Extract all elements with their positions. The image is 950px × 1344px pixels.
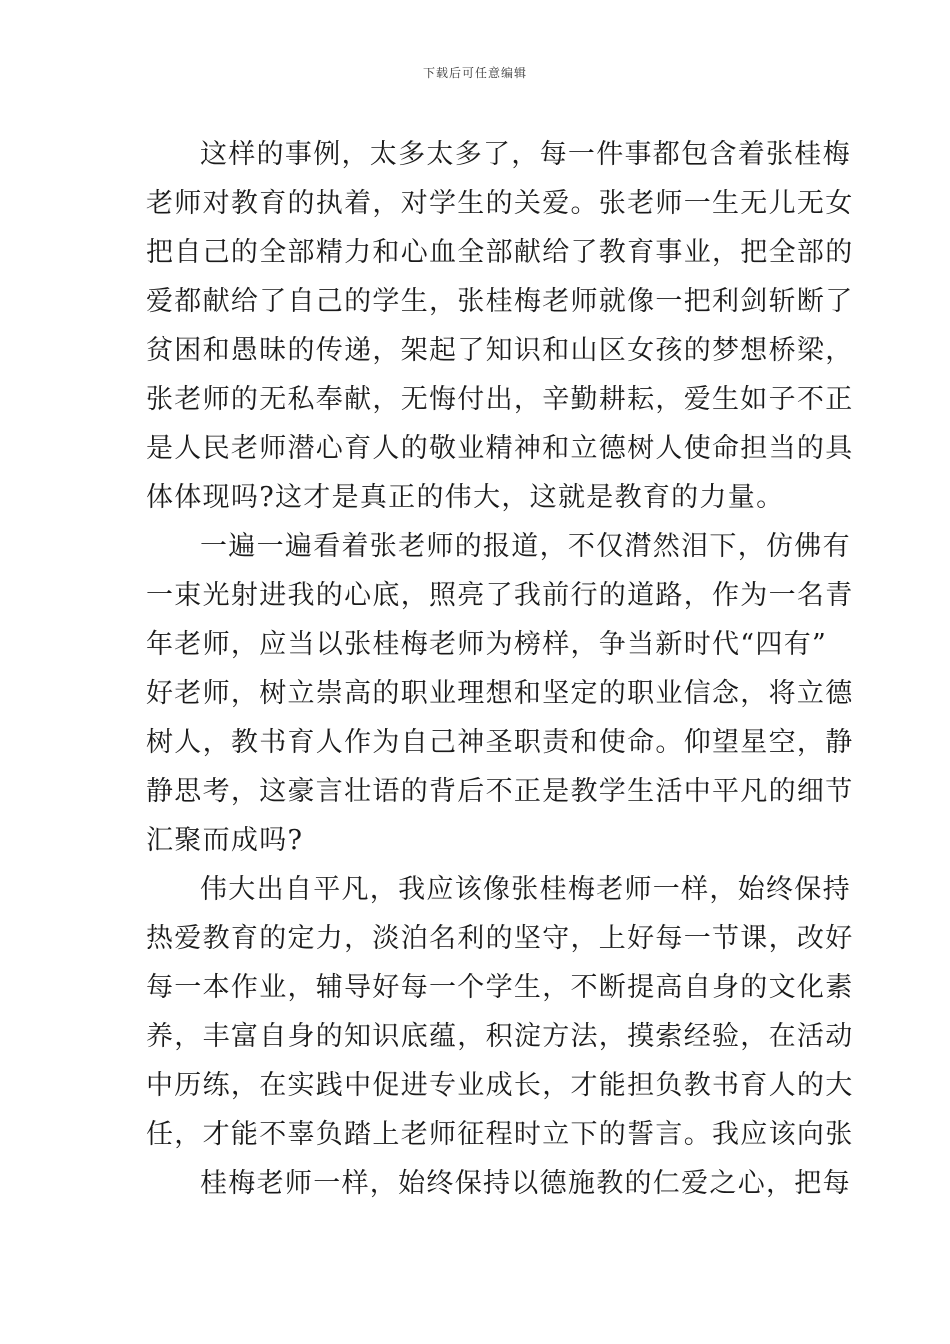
text-line: 这样的事例，太多太多了，每一件事都包含着张桂梅 [200, 139, 851, 170]
text-line: 好老师，树立崇高的职业理想和坚定的职业信念，将立德 [146, 678, 854, 709]
text-line: 张老师的无私奉献，无悔付出，辛勤耕耘，爱生如子不正 [146, 384, 854, 415]
text-line: 热爱教育的定力，淡泊名利的坚守，上好每一节课，改好 [146, 923, 854, 954]
page-header: 下载后可任意编辑 [422, 66, 527, 80]
text-line: 是人民老师潜心育人的敬业精神和立德树人使命担当的具 [146, 433, 854, 464]
text-line: 爱都献给了自己的学生，张桂梅老师就像一把利剑斩断了 [146, 286, 854, 317]
text-line: 贫困和愚昧的传递，架起了知识和山区女孩的梦想桥梁， [146, 335, 854, 366]
text-line: 养，丰富自身的知识底蕴，积淀方法，摸索经验，在活动 [146, 1021, 854, 1052]
text-line: 任，才能不辜负踏上老师征程时立下的誓言。我应该向张 [146, 1119, 854, 1150]
text-line: 把自己的全部精力和心血全部献给了教育事业，把全部的 [146, 237, 854, 268]
text-line: 伟大出自平凡，我应该像张桂梅老师一样，始终保持 [200, 874, 851, 905]
text-line: 每一本作业，辅导好每一个学生，不断提高自身的文化素 [146, 972, 854, 1003]
text-line: 体体现吗?这才是真正的伟大，这就是教育的力量。 [146, 482, 785, 513]
text-line: 一束光射进我的心底，照亮了我前行的道路，作为一名青 [146, 580, 854, 611]
text-line: 老师对教育的执着，对学生的关爱。张老师一生无儿无女 [146, 188, 854, 219]
text-line: 树人，教书育人作为自己神圣职责和使命。仰望星空，静 [146, 727, 854, 758]
text-line: 中历练，在实践中促进专业成长，才能担负教书育人的大 [146, 1070, 854, 1101]
text-line: 一遍一遍看着张老师的报道，不仅潸然泪下，仿佛有 [200, 531, 851, 562]
text-line: 年老师，应当以张桂梅老师为榜样，争当新时代“四有” [146, 629, 828, 660]
text-line: 静思考，这豪言壮语的背后不正是教学生活中平凡的细节 [146, 776, 854, 807]
text-line: 桂梅老师一样，始终保持以德施教的仁爱之心，把每 [200, 1168, 851, 1199]
text-line: 汇聚而成吗? [146, 825, 304, 856]
body-text [146, 130, 854, 1208]
